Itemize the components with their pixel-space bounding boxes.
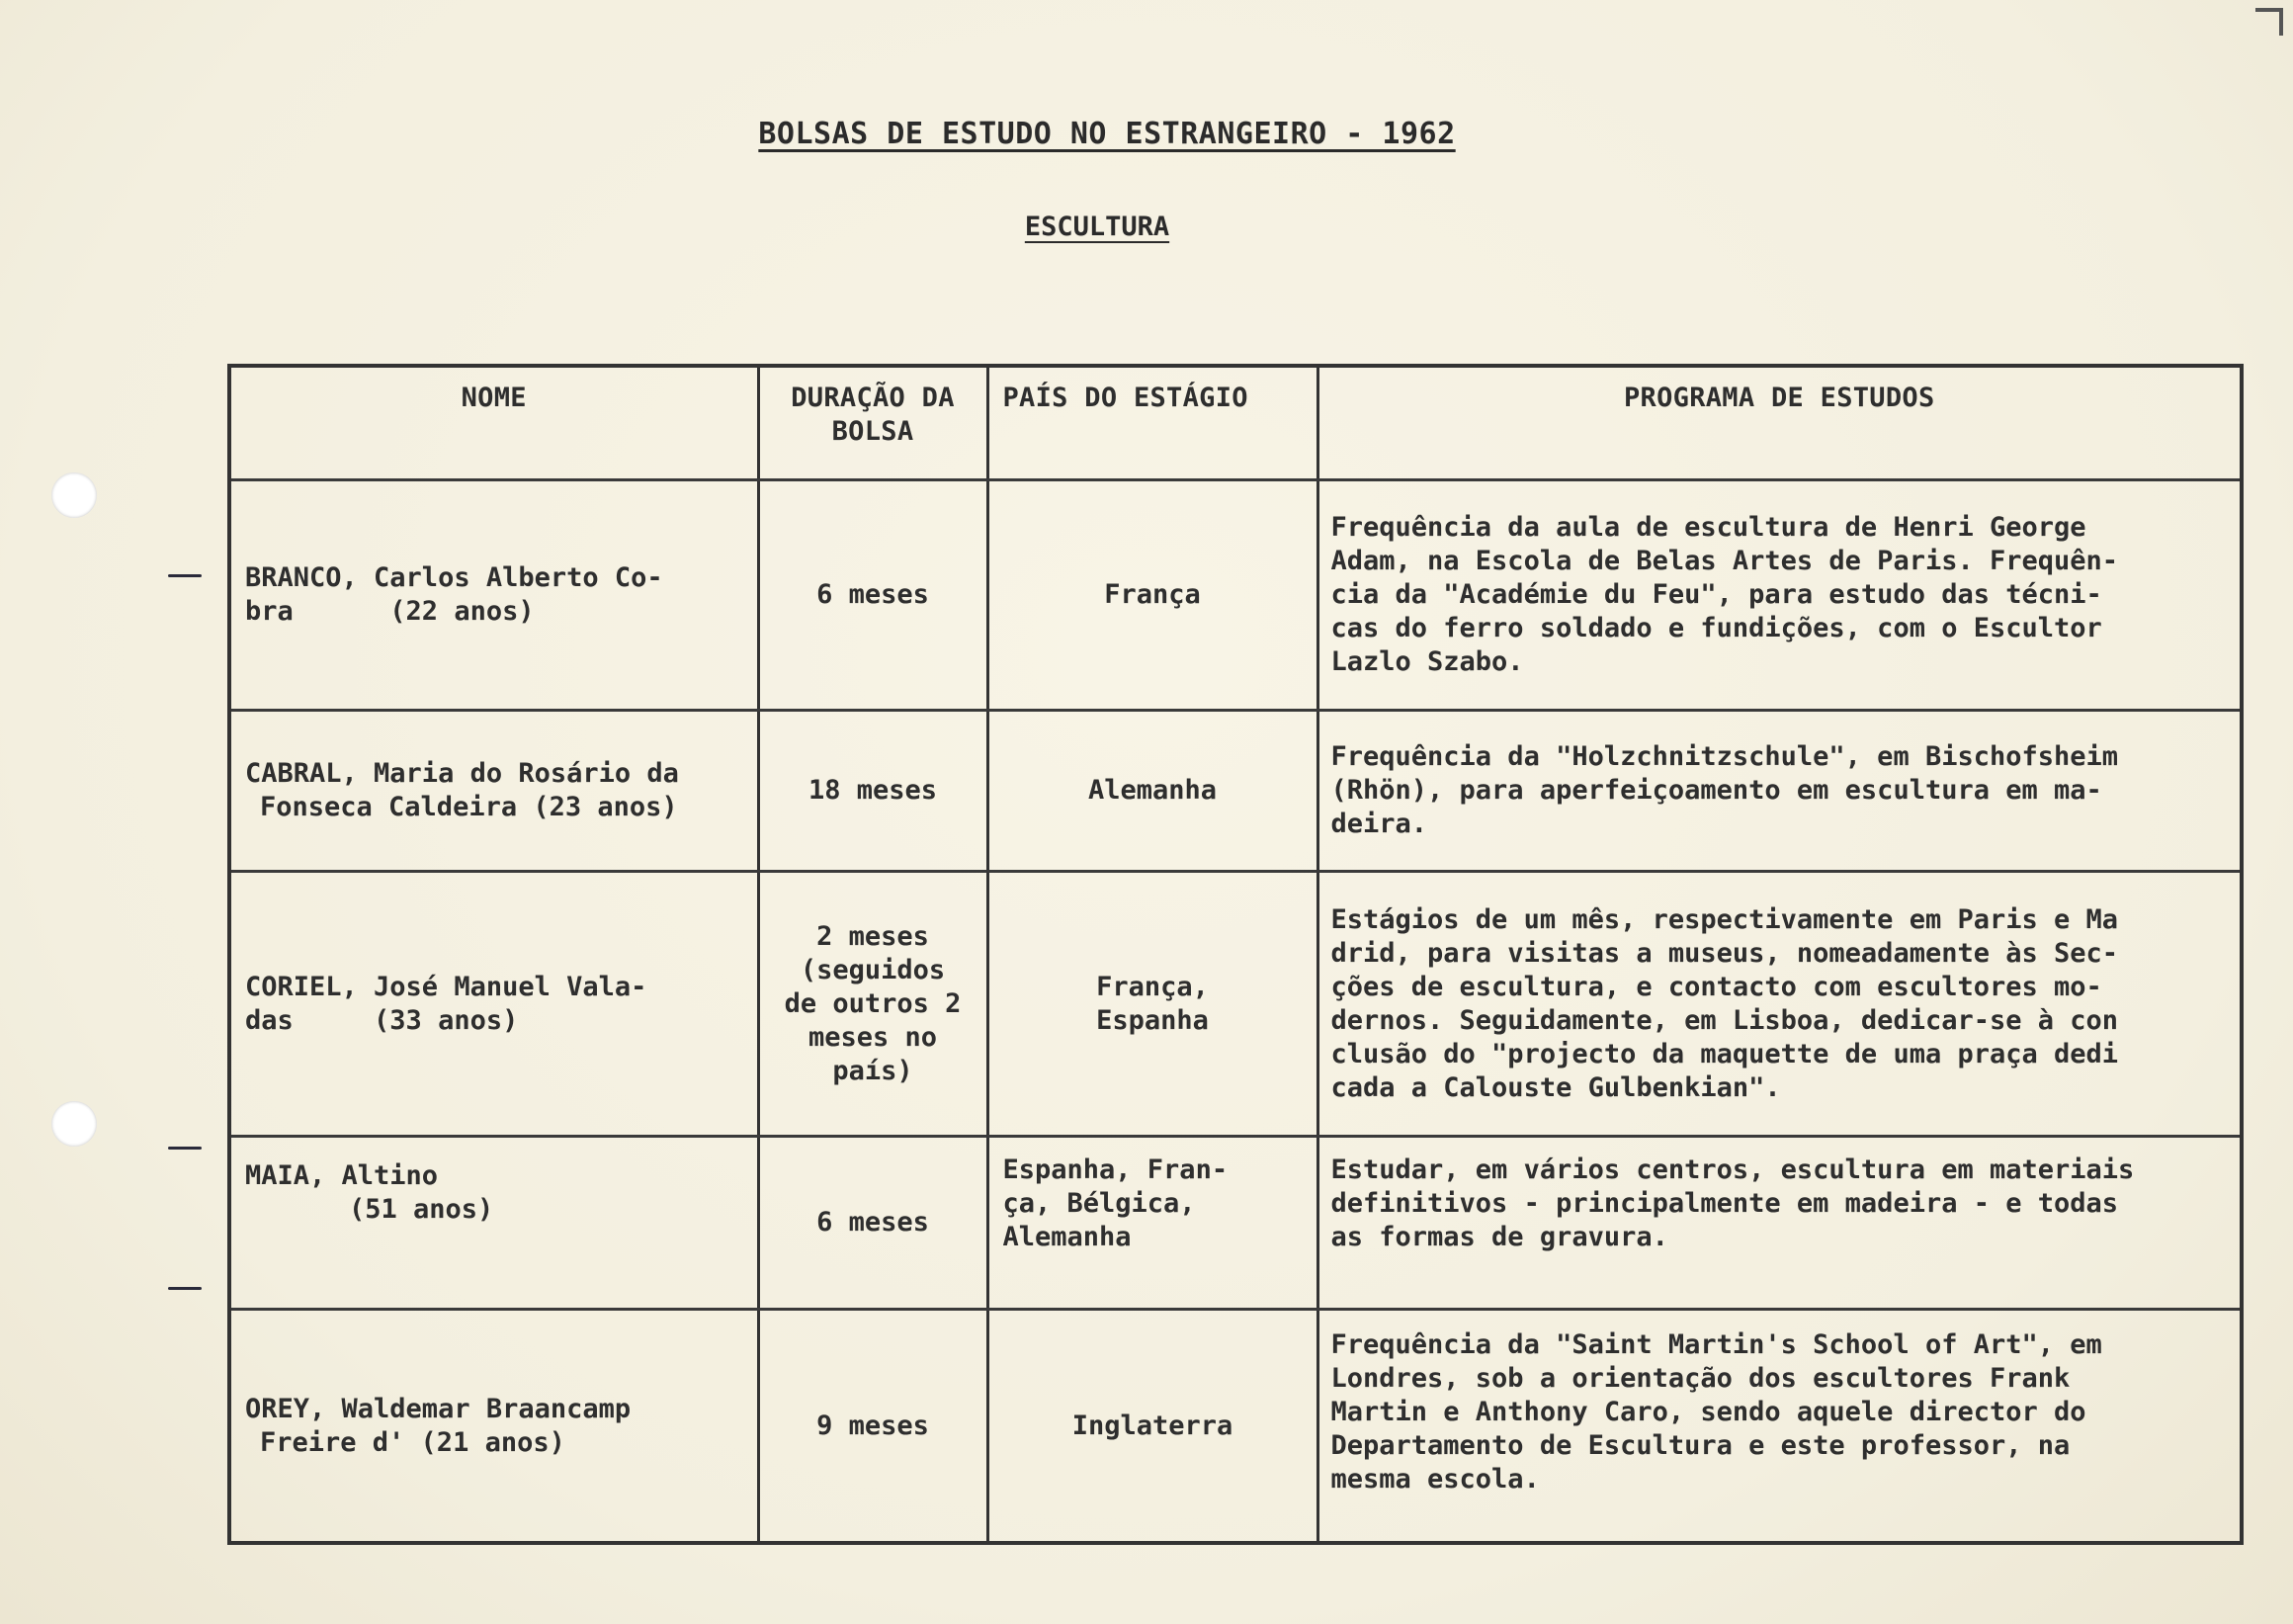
duration-line: 18 meses: [807, 775, 938, 806]
program-line: drid, para visitas a museus, nomeadamente às Sec-: [1330, 937, 2119, 969]
cell-duration: [758, 1137, 987, 1310]
program-line: Frequência da "Saint Martin's School of Art", em: [1330, 1329, 2102, 1360]
name-line: (51 anos): [349, 1194, 494, 1225]
program-line: Frequência da aula de escultura de Henri George: [1330, 512, 2086, 543]
name-line: Fonseca Caldeira (23 anos): [260, 792, 678, 822]
cell-country: [987, 1310, 1317, 1544]
program-line: dernos. Seguidamente, em Lisboa, dedicar-se à con: [1330, 1004, 2119, 1036]
table-row: [229, 872, 2242, 1137]
punch-hole-top: [51, 472, 97, 518]
duration-line: (seguidos: [800, 954, 946, 985]
country-line: ça, Bélgica,: [1002, 1188, 1196, 1219]
cell-duration: [758, 711, 987, 872]
header-nome: NOME: [229, 366, 758, 480]
table-row: [229, 711, 2242, 872]
program-line: ções de escultura, e contacto com escultores mo-: [1330, 971, 2102, 1002]
table-header-row: [229, 366, 2242, 480]
program-line: Frequência da "Holzchnitzschule", em Bischofsheim: [1330, 741, 2119, 772]
cell-program: [1317, 480, 2242, 711]
document-title: BOLSAS DE ESTUDO NO ESTRANGEIRO - 1962: [758, 117, 1456, 151]
country-line: Espanha: [1096, 1004, 1209, 1036]
cell-name: [229, 711, 758, 872]
duration-line: país): [832, 1055, 913, 1086]
name-line: BRANCO, Carlos Alberto Co-: [245, 562, 663, 593]
program-line: cada a Calouste Gulbenkian".: [1330, 1071, 1781, 1103]
header-programa: PROGRAMA DE ESTUDOS: [1317, 366, 2242, 480]
program-line: Estágios de um mês, respectivamente em Paris e Ma: [1330, 903, 2119, 935]
country-line: Inglaterra: [1071, 1410, 1233, 1441]
program-line: deira.: [1330, 809, 1428, 839]
program-line: cia da "Académie du Feu", para estudo das técni-: [1330, 579, 2102, 610]
program-line: Londres, sob a orientação dos escultores Frank: [1330, 1363, 2071, 1394]
country-line: França,: [1096, 971, 1209, 1002]
table-row: [229, 1310, 2242, 1544]
program-line: cas do ferro soldado e fundições, com o Escultor: [1330, 613, 2102, 643]
name-line: das (33 anos): [245, 1004, 519, 1036]
program-line: (Rhön), para aperfeiçoamento em escultura em ma-: [1330, 775, 2102, 806]
header-pais: PAÍS DO ESTÁGIO: [987, 366, 1317, 480]
table-row: [229, 1137, 2242, 1310]
name-line: CORIEL, José Manuel Vala-: [245, 971, 647, 1002]
duration-line: 2 meses: [816, 920, 929, 952]
country-line: Alemanha: [1002, 1222, 1132, 1252]
corner-fold-mark: [2255, 8, 2283, 36]
cell-country: [987, 872, 1317, 1137]
punch-hole-bottom: [51, 1101, 97, 1147]
cell-program: [1317, 1310, 2242, 1544]
name-line: MAIA, Altino: [245, 1160, 439, 1191]
cell-name: [229, 1137, 758, 1310]
cell-duration: [758, 872, 987, 1137]
program-line: Lazlo Szabo.: [1330, 646, 1524, 677]
scholarship-table: [227, 364, 2244, 1545]
program-line: mesma escola.: [1330, 1464, 1540, 1495]
table-row: [229, 480, 2242, 711]
margin-tick-mark: [168, 1287, 202, 1290]
cell-country: [987, 480, 1317, 711]
program-line: Estudar, em vários centros, escultura em materiais: [1330, 1154, 2135, 1185]
cell-program: [1317, 872, 2242, 1137]
country-line: França: [1104, 579, 1201, 610]
header-duracao-line-2: BOLSA: [831, 416, 914, 447]
program-line: clusão do "projecto da maquette de uma praça dedi: [1330, 1038, 2119, 1069]
header-duracao-line-1: DURAÇÃO DA: [791, 383, 955, 413]
section-title: ESCULTURA: [1024, 212, 1170, 242]
header-duracao: [758, 366, 987, 480]
program-line: Adam, na Escola de Belas Artes de Paris. Frequên-: [1330, 546, 2119, 576]
margin-tick-mark: [168, 1147, 202, 1150]
margin-tick-mark: [168, 574, 202, 577]
cell-program: [1317, 1137, 2242, 1310]
cell-name: [229, 872, 758, 1137]
duration-line: 6 meses: [816, 579, 929, 610]
cell-program: [1317, 711, 2242, 872]
cell-duration: [758, 480, 987, 711]
cell-country: [987, 711, 1317, 872]
program-line: as formas de gravura.: [1330, 1222, 1668, 1252]
cell-name: [229, 1310, 758, 1544]
cell-country: [987, 1137, 1317, 1310]
name-line: Freire d' (21 anos): [260, 1426, 565, 1458]
name-line: CABRAL, Maria do Rosário da: [245, 758, 679, 789]
name-line: OREY, Waldemar Braancamp: [245, 1393, 632, 1424]
duration-line: 6 meses: [816, 1207, 929, 1238]
duration-line: meses no: [807, 1021, 938, 1053]
cell-name: [229, 480, 758, 711]
cell-duration: [758, 1310, 987, 1544]
duration-line: 9 meses: [816, 1410, 929, 1441]
duration-line: de outros 2: [784, 987, 962, 1019]
name-line: bra (22 anos): [245, 596, 535, 627]
country-line: Espanha, Fran-: [1002, 1154, 1229, 1185]
country-line: Alemanha: [1087, 775, 1218, 806]
program-line: definitivos - principalmente em madeira - e todas: [1330, 1188, 2119, 1219]
program-line: Martin e Anthony Caro, sendo aquele director do: [1330, 1397, 2086, 1427]
program-line: Departamento de Escultura e este professor, na: [1330, 1430, 2071, 1461]
